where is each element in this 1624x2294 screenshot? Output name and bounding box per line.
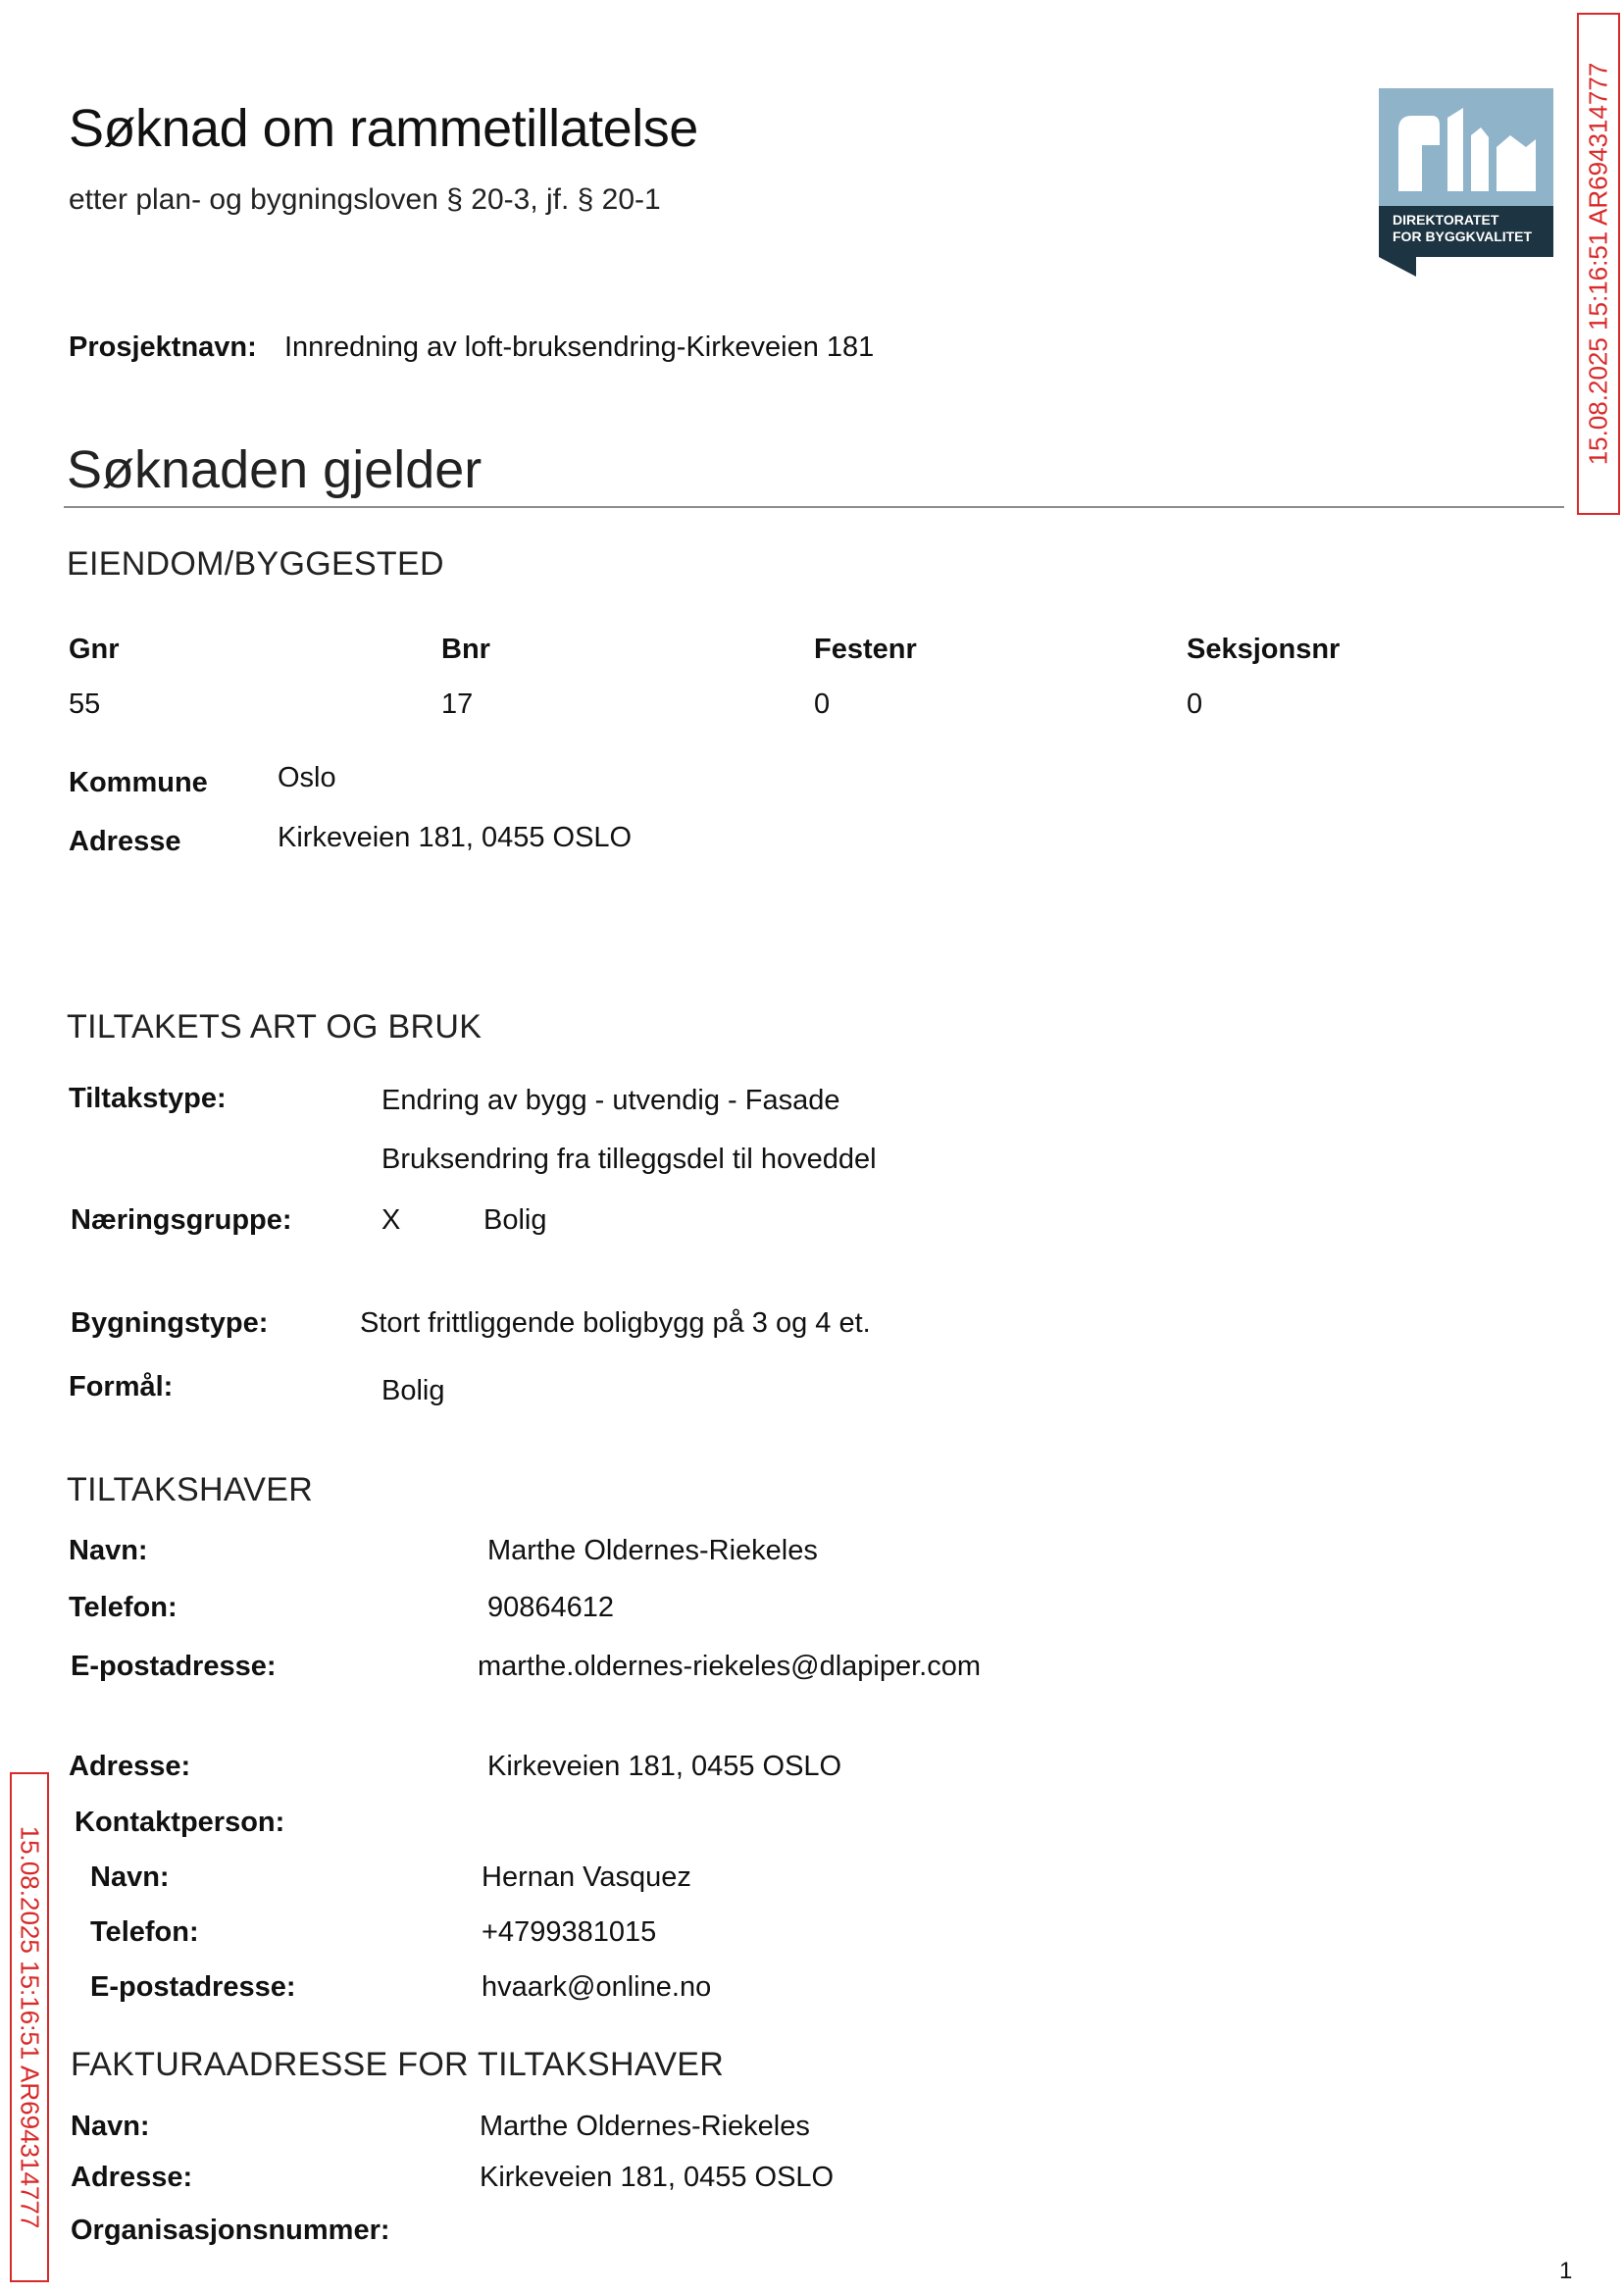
bnr-value: 17 bbox=[441, 688, 474, 720]
naeringsgruppe-label: Næringsgruppe: bbox=[71, 1204, 292, 1236]
timestamp-stamp-left bbox=[10, 1772, 49, 2282]
naeringsgruppe-code: X bbox=[381, 1204, 401, 1236]
page-number: 1 bbox=[1559, 2258, 1573, 2284]
gnr-label: Gnr bbox=[69, 634, 120, 665]
timestamp-stamp-right bbox=[1577, 13, 1620, 515]
tiltakstype-label: Tiltakstype: bbox=[69, 1083, 227, 1114]
festenr-value: 0 bbox=[814, 688, 831, 720]
faktura-org-label: Organisasjonsnummer: bbox=[71, 2215, 390, 2246]
svg-text:FOR BYGGKVALITET: FOR BYGGKVALITET bbox=[1393, 229, 1533, 244]
formal-label: Formål: bbox=[69, 1371, 174, 1402]
tiltakshaver-adresse-label: Adresse: bbox=[69, 1751, 191, 1782]
dibk-logo bbox=[1379, 88, 1553, 277]
tiltakstype-value-1: Endring av bygg - utvendig - Fasade bbox=[381, 1085, 840, 1116]
kontakt-epost-label: E-postadresse: bbox=[90, 1971, 296, 2003]
svg-text:DIREKTORATET: DIREKTORATET bbox=[1393, 212, 1499, 228]
adresse-label: Adresse bbox=[69, 826, 181, 857]
kontaktperson-label: Kontaktperson: bbox=[75, 1807, 285, 1838]
project-name-label: Prosjektnavn: bbox=[69, 331, 257, 363]
heading-divider bbox=[64, 506, 1564, 508]
kontakt-telefon-label: Telefon: bbox=[90, 1916, 199, 1948]
kontakt-navn-value: Hernan Vasquez bbox=[482, 1861, 691, 1893]
project-name-value: Innredning av loft-bruksendring-Kirkeveien 181 bbox=[284, 331, 875, 363]
faktura-adresse-value: Kirkeveien 181, 0455 OSLO bbox=[480, 2162, 835, 2193]
bygningstype-value: Stort frittliggende boligbygg på 3 og 4 et. bbox=[360, 1307, 871, 1339]
tiltakshaver-navn-label: Navn: bbox=[69, 1535, 148, 1566]
bnr-label: Bnr bbox=[441, 634, 490, 665]
seksjonsnr-label: Seksjonsnr bbox=[1187, 634, 1341, 665]
section-eiendom-heading: EIENDOM/BYGGESTED bbox=[67, 545, 444, 583]
tiltakstype-value-2: Bruksendring fra tilleggsdel til hoveddel bbox=[381, 1144, 877, 1175]
stamp-text-left: 15.08.2025 15:16:51 AR694314777 bbox=[15, 1825, 45, 2229]
kontakt-navn-label: Navn: bbox=[90, 1861, 170, 1893]
faktura-adresse-label: Adresse: bbox=[71, 2162, 193, 2193]
section-tiltakshaver-heading: TILTAKSHAVER bbox=[67, 1471, 314, 1508]
kommune-value: Oslo bbox=[278, 762, 336, 793]
tiltakshaver-epost-label: E-postadresse: bbox=[71, 1651, 277, 1682]
faktura-navn-label: Navn: bbox=[71, 2111, 150, 2142]
tiltakshaver-telefon-value: 90864612 bbox=[487, 1592, 615, 1623]
seksjonsnr-value: 0 bbox=[1187, 688, 1203, 720]
gnr-value: 55 bbox=[69, 688, 101, 720]
section-faktura-heading: FAKTURAADRESSE FOR TILTAKSHAVER bbox=[71, 2046, 725, 2083]
festenr-label: Festenr bbox=[814, 634, 917, 665]
main-heading: Søknaden gjelder bbox=[67, 440, 482, 499]
tiltakshaver-epost-value: marthe.oldernes-riekeles@dlapiper.com bbox=[478, 1651, 982, 1682]
tiltakshaver-navn-value: Marthe Oldernes-Riekeles bbox=[487, 1535, 818, 1566]
logo-graphic-icon bbox=[1379, 88, 1553, 277]
bygningstype-label: Bygningstype: bbox=[71, 1307, 269, 1339]
document-title: Søknad om rammetillatelse bbox=[69, 99, 698, 158]
tiltakshaver-telefon-label: Telefon: bbox=[69, 1592, 178, 1623]
naeringsgruppe-value: Bolig bbox=[483, 1204, 547, 1236]
faktura-navn-value: Marthe Oldernes-Riekeles bbox=[480, 2111, 810, 2142]
kommune-label: Kommune bbox=[69, 767, 208, 798]
formal-value: Bolig bbox=[381, 1375, 445, 1406]
kontakt-epost-value: hvaark@online.no bbox=[482, 1971, 712, 2003]
kontakt-telefon-value: +4799381015 bbox=[482, 1916, 657, 1948]
adresse-value: Kirkeveien 181, 0455 OSLO bbox=[278, 822, 633, 853]
document-subtitle: etter plan- og bygningsloven § 20-3, jf. § 20-1 bbox=[69, 183, 661, 216]
tiltakshaver-adresse-value: Kirkeveien 181, 0455 OSLO bbox=[487, 1751, 842, 1782]
stamp-text-right: 15.08.2025 15:16:51 AR694314777 bbox=[1583, 62, 1613, 466]
section-tiltak-heading: TILTAKETS ART OG BRUK bbox=[67, 1008, 482, 1045]
